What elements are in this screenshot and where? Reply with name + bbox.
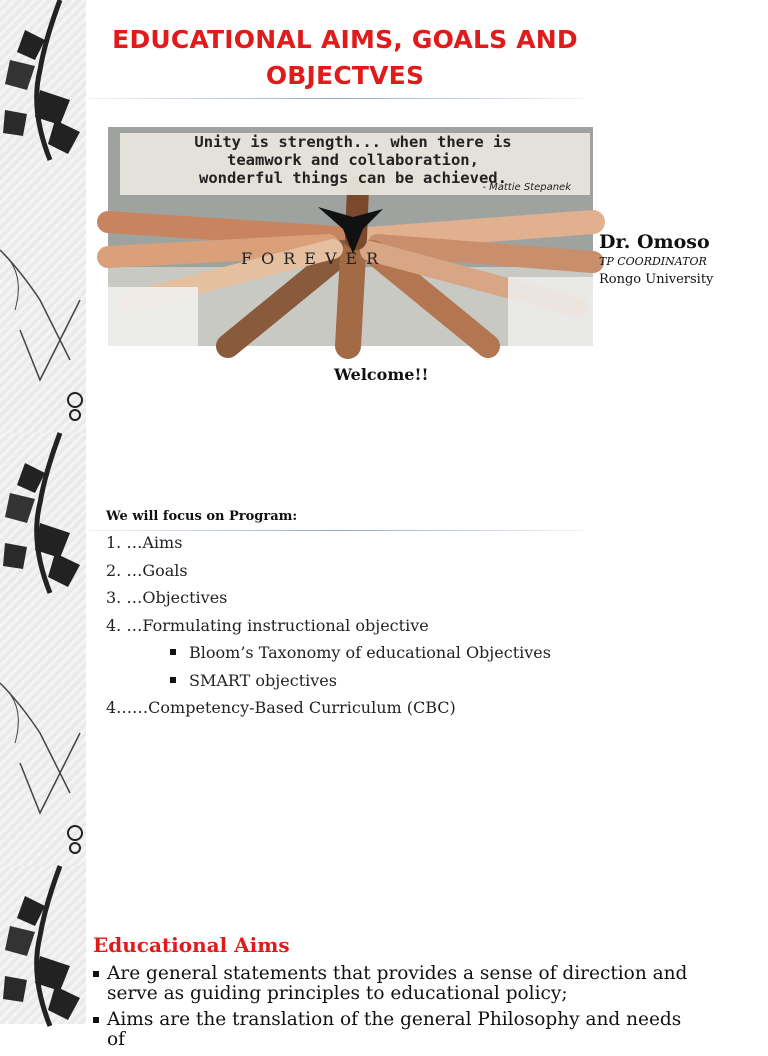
list-item (93, 1010, 693, 1050)
teamwork-photo (108, 127, 593, 346)
aims-bullet-list (93, 964, 693, 1056)
bullet-square-icon (170, 677, 176, 683)
sub-list-item-label: Bloom’s Taxonomy of educational Objectives (189, 643, 551, 662)
slide-2 (0, 433, 768, 866)
presenter-name: Dr. Omoso (599, 231, 710, 253)
focus-heading: We will focus on Program: (106, 509, 298, 524)
sub-list-item-label: SMART objectives (189, 670, 337, 690)
floral-decoration (0, 433, 86, 866)
sub-list-item (106, 639, 551, 667)
list-item: 1. …Aims (106, 533, 183, 552)
quote-text (128, 133, 578, 187)
list-item (93, 964, 693, 1004)
presenter-info (599, 229, 713, 291)
floral-decoration (0, 866, 86, 1024)
list-item: 3. …Objectives (106, 588, 228, 607)
list-item: 4. …Formulating instructional objective (106, 615, 429, 635)
sub-list-item (106, 667, 551, 695)
slide-3 (0, 866, 768, 1050)
section-title: Educational Aims (93, 933, 290, 957)
program-list (106, 529, 551, 722)
quote-line: Unity is strength... when there is (194, 133, 512, 151)
quote-author: - Mattie Stepanek (482, 182, 571, 193)
presenter-institution: Rongo University (599, 272, 714, 287)
quote-line: wonderful things can be achieved. (199, 169, 507, 187)
floral-decoration (0, 0, 86, 433)
forever-overlay: FOREVER (241, 249, 388, 268)
list-item: 4……Competency-Based Curriculum (CBC) (106, 698, 456, 717)
slide-title: EDUCATIONAL AIMS, GOALS AND OBJECTVES (112, 25, 578, 90)
bullet-square-icon (93, 1017, 99, 1023)
list-item-text: Aims are the translation of the general Philosophy and needs of (107, 1009, 682, 1050)
quote-line: teamwork and collaboration, (227, 151, 479, 169)
list-item: 2. …Goals (106, 560, 188, 580)
bullet-square-icon (93, 971, 99, 977)
bullet-square-icon (170, 649, 176, 655)
list-item-text: Are general statements that provides a sense of direction and serve as guiding principles to educational policy; (107, 963, 688, 1004)
presenter-role: TP COORDINATOR (599, 255, 707, 268)
divider (88, 98, 583, 99)
welcome-text: Welcome!! (334, 365, 429, 384)
slide-1 (0, 0, 768, 433)
